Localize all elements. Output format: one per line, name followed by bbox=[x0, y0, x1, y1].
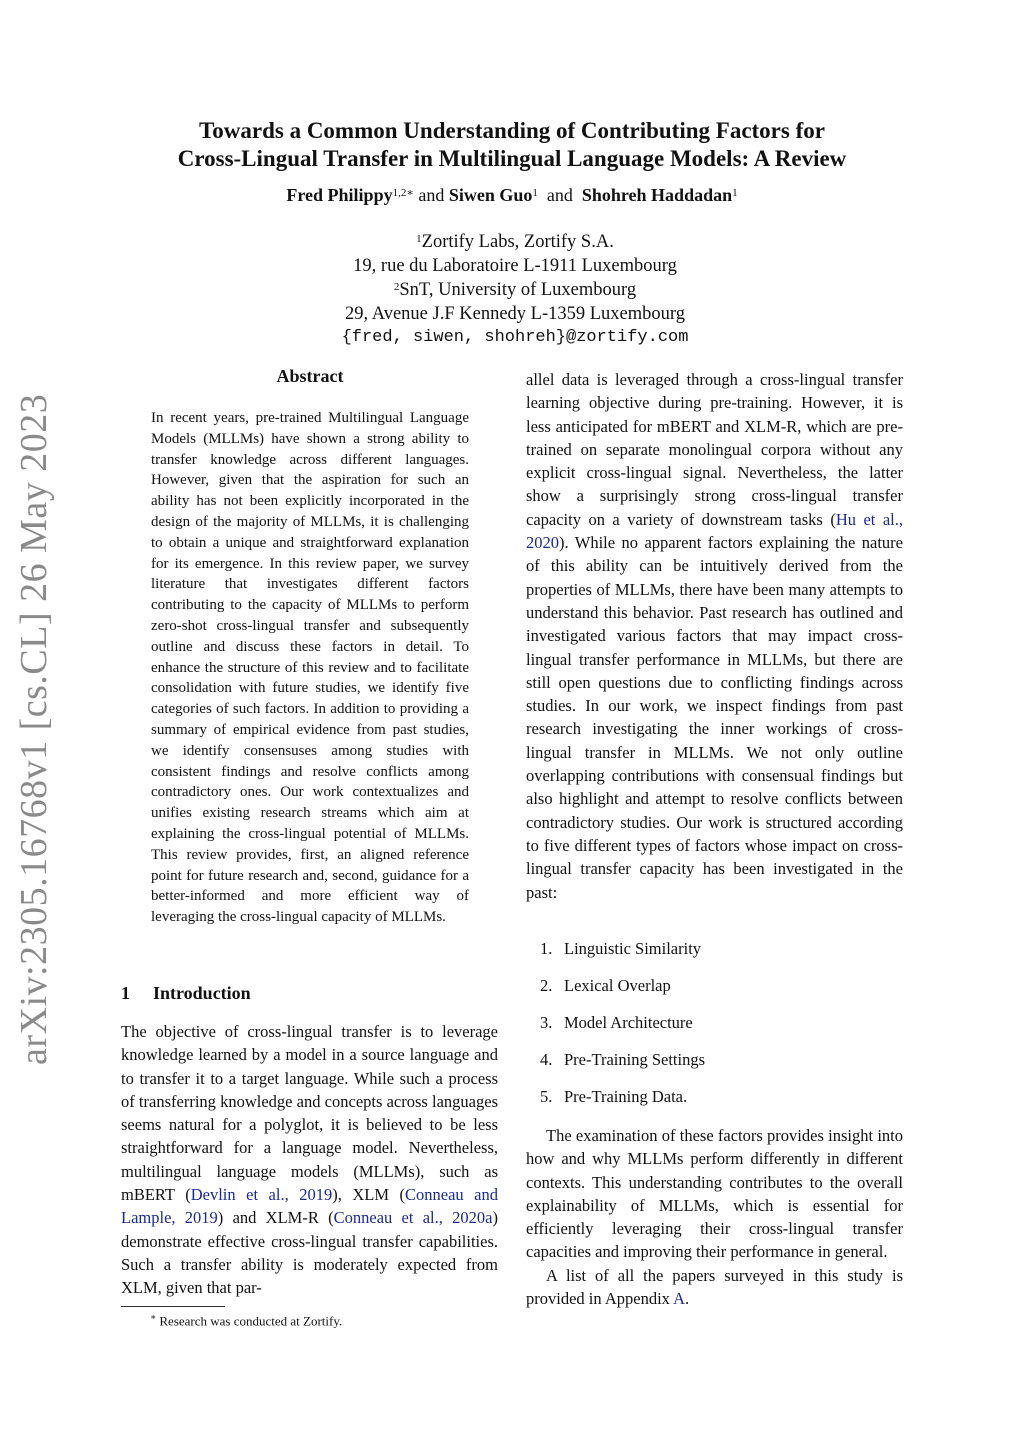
appendix-text: A list of all the papers surveyed in this study is provided in Appendix bbox=[526, 1265, 903, 1309]
list-text: Model Architecture bbox=[564, 1013, 693, 1032]
affiliation-2 bbox=[0, 278, 1024, 302]
affiliation-2-address: 29, Avenue J.F Kennedy L-1359 Luxembourg bbox=[345, 304, 685, 324]
right-column-paragraph bbox=[526, 368, 903, 904]
author-list bbox=[0, 183, 1024, 207]
author-1-affil: 1,2∗ bbox=[392, 187, 414, 199]
right-text-2: ). While no apparent factors explaining the nature of this ability can be intuitively derived from the properties of MLLMs, there have been many attempts to understand this behavior. Past research has outlined and investigated various factors that may impact cross-lingual transfer performance in MLLMs, but there are still open questions due to conflicting findings across studies. In our work, we inspect findings from past research investigating the inner workings of cross-lingual transfer in MLLMs. We not only outline overlapping contributions with consensual findings but also highlight and attempt to resolve conflicts between contradictory studies. Our work is structured according to five different types of factors whose impact on cross-lingual transfer capacity has been investigated in the past: bbox=[526, 533, 903, 902]
abstract-text: In recent years, pre-trained Multilingual Language Models (MLLMs) have shown a strong ability to transfer knowledge across different languages. However, given that the aspiration for such an ability has not been explicitly incorporated in the design of the majority of MLLMs, it is challenging to obtain a unique and straightforward explanation for its emergence. In this review paper, we survey literature that investigates different factors contributing to the capacity of MLLMs to perform zero-shot cross-lingual transfer and subsequently outline and discuss these factors in detail. To enhance the structure of this review and to facilitate consolidation with future studies, we identify five categories of such factors. In addition to providing a summary of empirical evidence from past studies, we identify consensuses among studies with consistent findings and resolve conflicts among contradictory ones. Our work contextualizes and unifies existing research streams which aim at explaining the cross-lingual potential of MLLMs. This review provides, first, an aligned reference point for future research and, second, guidance for a better-informed and more efficient way of leveraging the cross-lingual capacity of MLLMs. bbox=[151, 410, 469, 926]
list-item bbox=[540, 1011, 705, 1048]
section-number: 1 bbox=[121, 983, 130, 1003]
citation-hu-2020[interactable]: Hu et al., 2020 bbox=[526, 509, 903, 553]
list-number: 5. bbox=[540, 1087, 553, 1106]
footnote-mark: ∗ bbox=[150, 1312, 157, 1322]
email-addresses: {fred, siwen, shohreh}@zortify.com bbox=[341, 328, 689, 347]
author-sep-2: and bbox=[546, 185, 573, 205]
affiliation-1 bbox=[0, 230, 1024, 254]
right-text-1: allel data is leveraged through a cross-lingual transfer learning objective during pre-training. However, it is less anticipated for mBERT and XLM-R, which are pre-trained on separate monolingual corpora without any explicit cross-lingual signal. Nevertheless, the latter show a surprisingly strong cross-lingual transfer capacity on a variety of downstream tasks ( bbox=[526, 370, 903, 529]
intro-text-1: The objective of cross-lingual transfer is to leverage knowledge learned by a model in a source language and to transfer it to a target language. While such a process of transferring knowledge and concepts across languages seems natural for a polyglot, it is believed to be less straightforward for a language model. Nevertheless, multilingual language models (MLLMs), such as mBERT ( bbox=[121, 1022, 498, 1205]
footnote-text: Research was conducted at Zortify. bbox=[159, 1313, 343, 1329]
title-line-2: Cross-Lingual Transfer in Multilingual Language Models: A Review bbox=[177, 146, 847, 171]
list-item bbox=[540, 1048, 705, 1085]
affiliation-2-name: SnT, University of Luxembourg bbox=[399, 280, 637, 300]
author-1: Fred Philippy bbox=[286, 185, 393, 205]
intro-text-2: ), XLM ( bbox=[332, 1185, 406, 1205]
affiliation-1-name: Zortify Labs, Zortify S.A. bbox=[421, 232, 614, 252]
affiliation-1-mark: 1 bbox=[416, 233, 422, 245]
appendix-link[interactable]: A bbox=[673, 1289, 686, 1309]
section-heading-introduction bbox=[121, 983, 251, 1004]
title-line-1: Towards a Common Understanding of Contributing Factors for bbox=[199, 118, 825, 143]
arxiv-identifier: arXiv:2305.16768v1 [cs.CL] 26 May 2023 bbox=[13, 393, 55, 1065]
list-item bbox=[540, 937, 705, 974]
paper-title bbox=[0, 117, 1024, 173]
factor-list bbox=[540, 937, 705, 1122]
affiliation-2-mark: 2 bbox=[393, 281, 400, 293]
author-2: Siwen Guo bbox=[448, 185, 533, 205]
list-text: Lexical Overlap bbox=[564, 976, 671, 995]
abstract-heading: Abstract bbox=[276, 366, 344, 386]
intro-text-4: ) demonstrate effective cross-lingual transfer capabilities. Such a transfer ability is moderately expected from XLM, given that par- bbox=[121, 1208, 498, 1298]
list-item bbox=[540, 1085, 705, 1122]
footnote bbox=[150, 1312, 342, 1329]
list-number: 1. bbox=[540, 939, 553, 958]
examination-paragraph: The examination of these factors provides insight into how and why MLLMs perform differently in different contexts. This understanding contributes to the overall explainability of MLLMs, which is essential for efficiently leveraging their cross-lingual transfer capacities and improving their performance in general. bbox=[526, 1126, 903, 1262]
intro-paragraph bbox=[121, 1020, 498, 1300]
citation-devlin-2019[interactable]: Devlin et al., 2019 bbox=[190, 1185, 333, 1205]
author-3: Shohreh Haddadan bbox=[581, 185, 733, 205]
appendix-paragraph bbox=[526, 1264, 903, 1311]
list-item bbox=[540, 974, 705, 1011]
list-number: 4. bbox=[540, 1050, 553, 1069]
appendix-period: . bbox=[685, 1289, 690, 1309]
list-text: Pre-Training Settings bbox=[564, 1050, 706, 1069]
list-number: 3. bbox=[540, 1013, 553, 1032]
citation-conneau-lample-2019[interactable]: Conneau and Lample, 2019 bbox=[121, 1185, 498, 1228]
affiliation-1-address: 19, rue du Laboratoire L-1911 Luxembourg bbox=[353, 256, 677, 276]
right-column-closing bbox=[526, 1124, 903, 1310]
list-text: Pre-Training Data. bbox=[564, 1087, 688, 1106]
author-2-affil: 1 bbox=[532, 187, 538, 199]
affiliations bbox=[0, 230, 1024, 350]
section-title: Introduction bbox=[153, 983, 251, 1003]
author-3-affil: 1 bbox=[732, 187, 738, 199]
list-text: Linguistic Similarity bbox=[564, 939, 702, 958]
footnote-rule bbox=[121, 1306, 225, 1307]
citation-conneau-2020a[interactable]: Conneau et al., 2020a bbox=[333, 1208, 493, 1228]
intro-text-3: ) and XLM-R ( bbox=[217, 1208, 334, 1228]
list-number: 2. bbox=[540, 976, 553, 995]
author-sep-1: and bbox=[413, 185, 449, 205]
